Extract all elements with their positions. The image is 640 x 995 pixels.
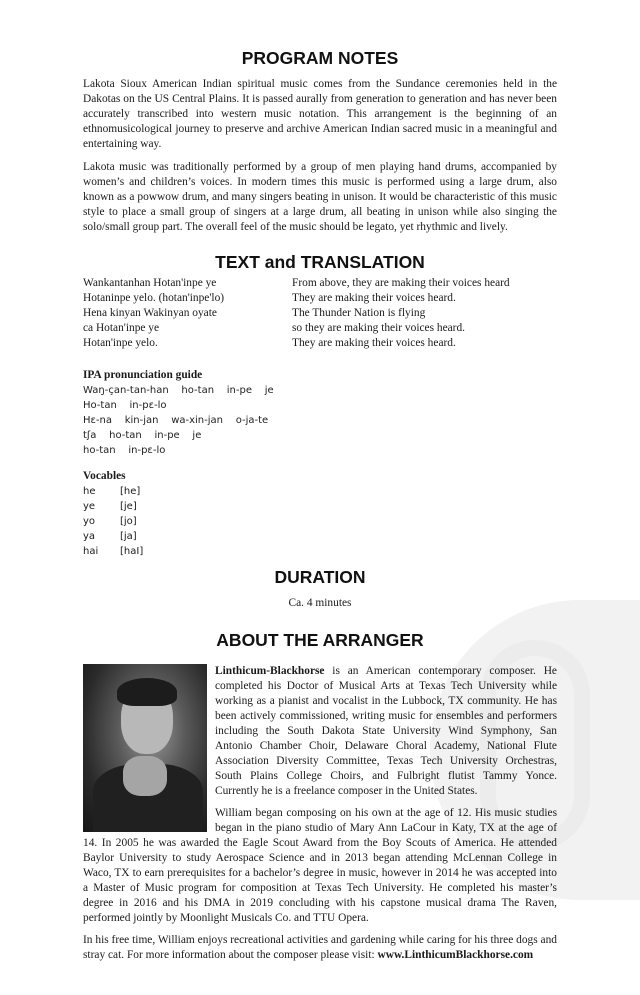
lakota-line: ca Hotan'inpe ye xyxy=(83,322,160,334)
program-notes-heading: PROGRAM NOTES xyxy=(241,48,399,68)
english-translation xyxy=(292,276,557,351)
text-translation-heading: TEXT and TRANSLATION xyxy=(215,252,425,272)
arranger-name: Linthicum-Blackhorse xyxy=(215,665,325,677)
lakota-line: Hena kinyan Wakinyan oyate xyxy=(83,307,217,319)
translation-line: From above, they are making their voices heard xyxy=(292,277,510,289)
vocable: ya xyxy=(83,531,96,542)
duration-value: Ca. 4 minutes xyxy=(288,597,352,609)
program-notes-paragraph-2: Lakota music was traditionally performed by a group of men playing hand drums, accompanied by women’s and children’s voices. In modern times this music is performed using a large drum, also known as a powwow drum, and many singers beating in unison. It would be characteristic of this music style to place a small group of singers at a large drum, all beating in unison while also singing the solo/small group part. The overall feel of the music should be legato, yet rhythmic and lively. xyxy=(83,161,557,233)
arranger-bio xyxy=(83,664,557,963)
vocable: ye xyxy=(83,501,96,512)
vocables xyxy=(83,469,557,559)
website-link[interactable]: www.LinthicumBlackhorse.com xyxy=(377,949,534,961)
ipa-line: Ho-tan in-pɛ-lo xyxy=(83,400,167,411)
vocables-heading: Vocables xyxy=(83,470,126,482)
lakota-line: Wankantanhan Hotan'inpe ye xyxy=(83,277,217,289)
vocable-row xyxy=(83,529,557,544)
vocable-row xyxy=(83,484,557,499)
lakota-text xyxy=(83,276,292,351)
vocable-row xyxy=(83,514,557,529)
vocable-ipa: [ja] xyxy=(120,531,137,542)
vocable: yo xyxy=(83,516,96,527)
program-notes-paragraph-1: Lakota Sioux American Indian spiritual music comes from the Sundance ceremonies held in the Dakotas on the US Central Plains. It is passed aurally from generation to generation and has never been accurately transcribed into western music notation. This arrangement is the beginning of an ethnomusicological journey to preserve and archive American Indian sacred music in a meaningful and entertaining way. xyxy=(83,78,557,150)
vocable-row xyxy=(83,499,557,514)
vocable-row xyxy=(83,544,557,559)
vocable: hai xyxy=(83,546,99,557)
vocable-ipa: [he] xyxy=(120,486,141,497)
arranger-photo xyxy=(83,664,207,832)
ipa-line: tʃa ho-tan in-pe je xyxy=(83,430,202,441)
lakota-line: Hotan'inpe yelo. xyxy=(83,337,158,349)
vocable-ipa: [haI] xyxy=(120,546,144,557)
bio-paragraph-3 xyxy=(83,933,557,963)
translation-line: so they are making their voices heard. xyxy=(292,322,466,334)
lakota-line: Hotaninpe yelo. (hotan'inpe'lo) xyxy=(83,292,225,304)
ipa-line: Waŋ-çan-tan-han ho-tan in-pe je xyxy=(83,385,274,396)
ipa-heading: IPA pronunciation guide xyxy=(83,369,203,381)
page-content xyxy=(83,0,557,963)
bio-paragraph-2: William began composing on his own at the age of 12. His music studies began in the piano studio of Mary Ann LaCour in Katy, TX at the age of 14. In 2005 he was awarded the Eagle Scout Award from the Boy Scouts of America. He attended Baylor University to study Aerospace Science and in 2013 began attending McLennan College in Waco, TX to earn prerequisites for a bachelor’s degree in music, however in 2014 he was accepted into a Master of Music program for composition at Texas Tech University. He completed his master’s degree in 2016 and his DMA in 2019 concluding with his capstone musical drama The Raven, performed jointly by Moonlight Musicals Co. and TTU Opera. xyxy=(83,807,557,924)
ipa-line: Hɛ-na kin-jan wa-xin-jan o-ja-te xyxy=(83,415,269,426)
bio-text: In his free time, William enjoys recreational activities and gardening while caring for his three dogs and stray cat. For more information about the composer please visit: xyxy=(83,934,557,961)
vocable: he xyxy=(83,486,96,497)
ipa-line: ho-tan in-pɛ-lo xyxy=(83,445,166,456)
ipa-guide xyxy=(83,368,557,458)
translation-line: They are making their voices heard. xyxy=(292,292,456,304)
arranger-heading: ABOUT THE ARRANGER xyxy=(216,630,424,650)
duration-heading: DURATION xyxy=(274,567,366,587)
bio-text: is an American contemporary composer. He completed his Doctor of Musical Arts at Texas Tech University while working as a pianist and vocalist in the Lubbock, TX community. He has been actively commissioned, writing music for ensembles and performers including the South Dakota State University Wind Symphony, San Antonio Chamber Choir, Delaware Choral Academy, National Flute Association Diversity Committee, Texas Tech University Orchestras, South Plains College Choirs, and Fulbright flutist Tammy Yonce. Currently he is a freelance composer in the United States. xyxy=(215,665,557,797)
text-translation-table xyxy=(83,276,557,351)
translation-line: They are making their voices heard. xyxy=(292,337,456,349)
vocable-ipa: [je] xyxy=(120,501,137,512)
vocable-ipa: [jo] xyxy=(120,516,137,527)
translation-line: The Thunder Nation is flying xyxy=(292,307,426,319)
